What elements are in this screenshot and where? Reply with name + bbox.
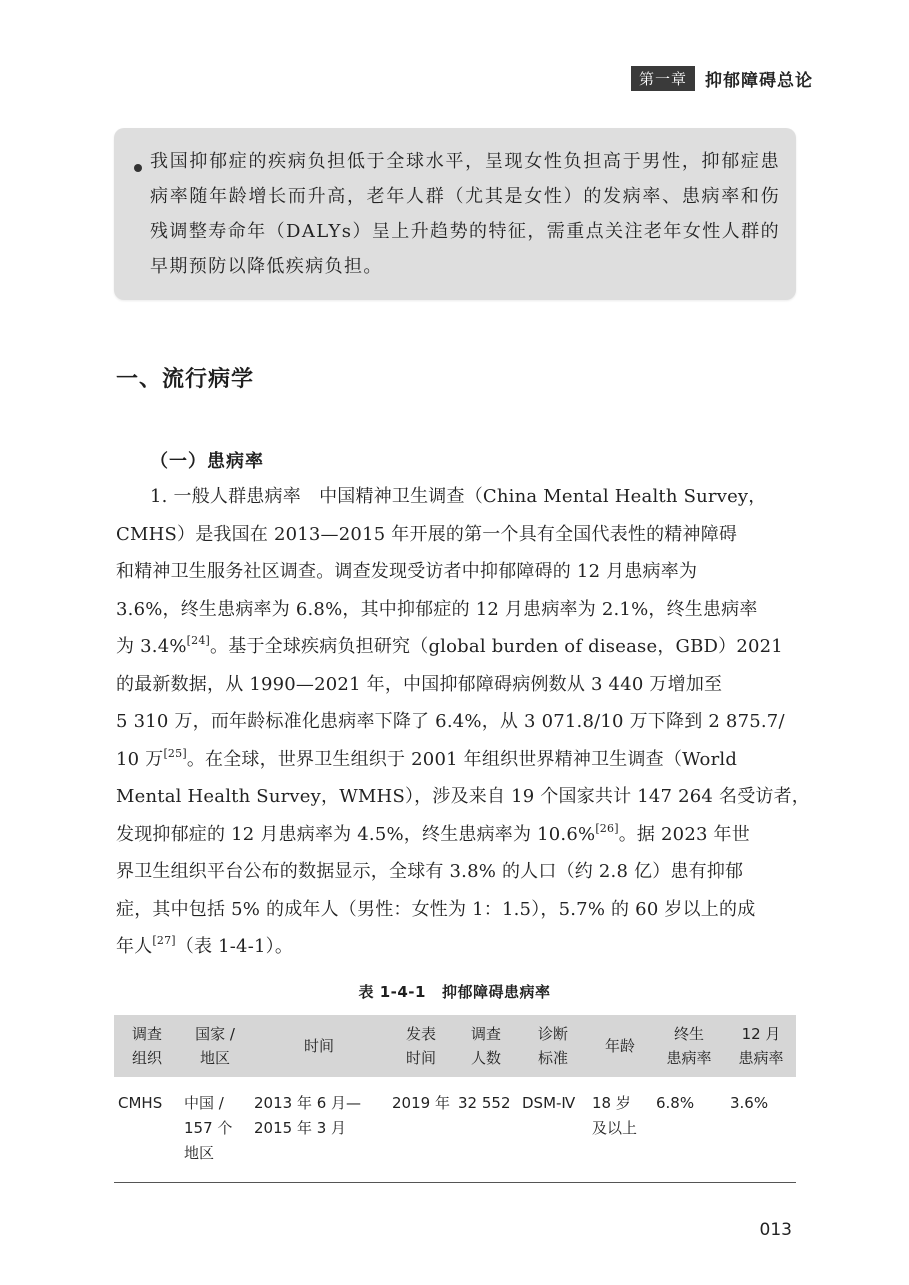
- subsection-title: （一）患病率: [150, 451, 264, 472]
- header-time: 时间: [250, 1015, 388, 1077]
- body-line: 和精神卫生服务社区调查。调查发现受访者中抑郁障碍的 12 月患病率为: [116, 561, 698, 582]
- cell-region: 中国 / 157 个 地区: [184, 1094, 233, 1162]
- chapter-title: 抑郁障碍总论: [705, 71, 813, 91]
- body-text-segment: 10 万: [116, 748, 164, 770]
- body-line: 的最新数据，从 1990—2021 年，中国抑郁障碍病例数从 3 440 万增加至: [116, 673, 723, 695]
- table-header-row: [114, 1015, 796, 1077]
- header-publication-time: 发表 时间: [388, 1015, 454, 1077]
- body-paragraph: [116, 478, 811, 966]
- body-line: 1. 一般人群患病率 中国精神卫生调查（China Mental Health Survey，: [150, 486, 767, 507]
- body-text-segment: 。据 2023 年世: [618, 823, 750, 845]
- cell-sample-size: 32 552: [458, 1094, 511, 1112]
- body-text-segment: （表 1-4-1）。: [175, 936, 294, 957]
- body-line: [116, 628, 796, 666]
- bullet-dot-icon: [134, 164, 142, 172]
- citation-ref: [26]: [595, 821, 619, 835]
- body-line: [116, 816, 796, 854]
- body-line: 症，其中包括 5% 的成年人（男性：女性为 1：1.5），5.7% 的 60 岁以上的成: [116, 898, 756, 920]
- citation-ref: [24]: [186, 634, 211, 647]
- table-row: [114, 1077, 796, 1187]
- body-line: 5 310 万，而年龄标准化患病率下降了 6.4%，从 3 071.8/10 万下降到 2 875.7/: [116, 711, 785, 732]
- cell-time: 2013 年 6 月— 2015 年 3 月: [254, 1094, 362, 1137]
- body-line: Mental Health Survey，WMHS），涉及来自 19 个国家共计 147 264 名受访者，: [116, 786, 811, 807]
- cell-age: 18 岁 及以上: [592, 1094, 638, 1137]
- header-12-month-prevalence: 12 月 患病率: [726, 1015, 796, 1077]
- citation-ref: [25]: [163, 746, 187, 760]
- header-age: 年龄: [588, 1015, 652, 1077]
- body-text-segment: 。基于全球疾病负担研究（global burden of disease，GBD）2021: [210, 636, 783, 657]
- cell-org: CMHS: [118, 1094, 163, 1112]
- page-number: 013: [759, 1220, 792, 1240]
- header-diagnostic-criteria: 诊断 标准: [518, 1015, 588, 1077]
- body-line: CMHS）是我国在 2013—2015 年开展的第一个具有全国代表性的精神障碍: [116, 523, 738, 545]
- summary-box: [114, 128, 796, 300]
- header-country-region: 国家 / 地区: [180, 1015, 250, 1077]
- table-caption: [0, 981, 909, 1002]
- summary-text: 我国抑郁症的疾病负担低于全球水平，呈现女性负担高于男性，抑郁症患病率随年龄增长而升高，老年人群（尤其是女性）的发病率、患病率和伤残调整寿命年（DALYs）呈上升趋势的特征，需重点关注老年女性人群的早期预防以降低疾病负担。: [150, 151, 780, 277]
- citation-ref: [27]: [152, 934, 176, 947]
- body-line: [116, 741, 796, 779]
- header-sample-size: 调查 人数: [454, 1015, 518, 1077]
- cell-lifetime: 6.8%: [656, 1094, 695, 1112]
- cell-pub-year: 2019 年: [392, 1094, 450, 1112]
- body-text-segment: 年人: [116, 936, 153, 957]
- table-bottom-rule: [114, 1182, 796, 1183]
- body-text-segment: 。在全球，世界卫生组织于 2001 年组织世界精神卫生调查（World: [186, 748, 738, 770]
- body-text-segment: 发现抑郁症的 12 月患病率为 4.5%，终生患病率为 10.6%: [116, 823, 596, 845]
- body-line: 3.6%，终生患病率为 6.8%，其中抑郁症的 12 月患病率为 2.1%，终生患病率: [116, 598, 758, 620]
- section-title: 一、流行病学: [116, 367, 255, 392]
- table-number: 表 1-4-1: [358, 983, 426, 1001]
- chapter-label: 第一章: [631, 66, 695, 91]
- prevalence-table: [114, 1015, 796, 1187]
- body-line: 界卫生组织平台公布的数据显示，全球有 3.8% 的人口（约 2.8 亿）患有抑郁: [116, 861, 744, 882]
- cell-criteria: DSM-Ⅳ: [522, 1094, 576, 1112]
- cell-12-month: 3.6%: [730, 1094, 769, 1112]
- table-title: 抑郁障碍患病率: [441, 983, 551, 1001]
- header-survey-org: 调查 组织: [114, 1015, 180, 1077]
- header-lifetime-prevalence: 终生 患病率: [652, 1015, 726, 1077]
- body-text-segment: 为 3.4%: [116, 636, 187, 657]
- body-line: [116, 928, 796, 966]
- running-header: [631, 66, 813, 91]
